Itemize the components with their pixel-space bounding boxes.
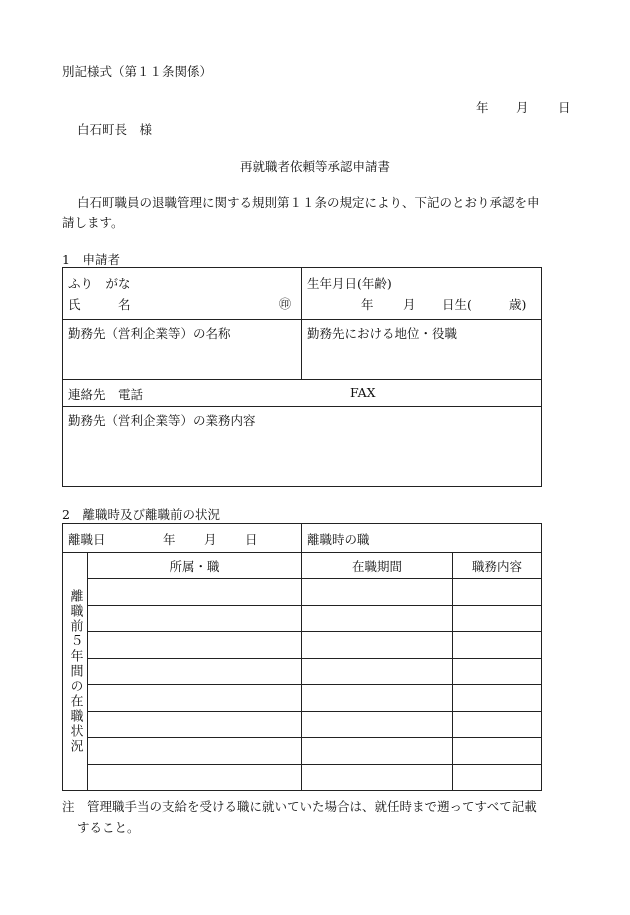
intro-text-line2: 請します。 [62,215,124,230]
business-description-label: 勤務先（営利企業等）の業務内容 [68,413,256,428]
history-side-label-cell [63,553,88,791]
table-row[interactable] [302,764,453,791]
table-row[interactable] [302,579,453,606]
table-row[interactable] [88,579,302,606]
employer-position-cell[interactable] [302,320,542,380]
section2-heading: 2 離職時及び離職前の状況 [62,507,220,522]
retire-month-label: 月 [204,532,217,547]
seal-icon: ㊞ [279,297,292,311]
note-line1: 注 管理職手当の支給を受ける職に就いていた場合は、就任時まで遡ってすべて記載 [62,799,537,814]
applicant-table [62,267,542,487]
table-row[interactable] [302,658,453,685]
section1-heading: 1 申請者 [62,252,120,267]
retirement-date-cell[interactable] [63,524,302,553]
table-row[interactable] [302,632,453,659]
table-row[interactable] [453,764,542,791]
table-row[interactable] [453,658,542,685]
business-description-cell[interactable] [63,407,542,487]
table-row[interactable] [453,738,542,765]
table-row[interactable] [88,685,302,712]
retirement-post-label: 離職時の職 [307,532,370,547]
retire-day-label: 日 [245,532,258,547]
birth-year-label: 年 [361,297,374,312]
retirement-table [62,523,542,791]
table-row[interactable] [453,605,542,632]
table-row[interactable] [88,764,302,791]
table-row[interactable] [302,605,453,632]
retirement-date-label: 離職日 [68,532,106,547]
table-row[interactable] [88,711,302,738]
birth-day-label: 日生( [442,297,472,312]
table-row[interactable] [453,579,542,606]
form-reference: 別記様式（第１１条関係） [62,64,213,79]
employer-name-label: 勤務先（営利企業等）の名称 [68,326,231,341]
date-month-label: 月 [516,100,529,115]
col-header-duties: 職務内容 [453,553,542,579]
history-side-label: 離職前５年間の在職状況 [67,589,83,754]
table-row[interactable] [88,632,302,659]
addressee: 白石町長 様 [77,122,153,137]
employer-position-label: 勤務先における地位・役職 [307,326,458,341]
birthdate-label: 生年月日(年齢) [307,276,392,291]
table-row[interactable] [88,605,302,632]
employer-name-cell[interactable] [63,320,302,380]
table-row[interactable] [88,738,302,765]
table-row[interactable] [302,685,453,712]
retirement-post-cell[interactable] [302,524,542,553]
table-row[interactable] [453,685,542,712]
table-row[interactable] [302,711,453,738]
phone-label: 連絡先 電話 [68,387,144,402]
birthdate-cell[interactable] [302,268,542,320]
date-day-label: 日 [558,100,571,115]
age-label: 歳) [509,297,527,312]
note-line2: すること。 [77,820,140,835]
name-cell[interactable] [63,268,302,320]
table-row[interactable] [453,632,542,659]
furigana-label: ふり がな [68,276,131,291]
col-header-period: 在職期間 [302,553,453,579]
table-row[interactable] [88,658,302,685]
name-label: 氏 名 [68,297,131,312]
retire-year-label: 年 [163,532,176,547]
table-row[interactable] [453,711,542,738]
col-header-dept: 所属・職 [88,553,302,579]
intro-text-line1: 白石町職員の退職管理に関する規則第１１条の規定により、下記のとおり承認を申 [77,195,540,210]
table-row[interactable] [302,738,453,765]
contact-cell[interactable] [63,380,542,407]
document-title: 再就職者依頼等承認申請書 [239,159,390,174]
fax-label: FAX [350,385,376,400]
birth-month-label: 月 [403,297,416,312]
date-year-label: 年 [476,100,489,115]
